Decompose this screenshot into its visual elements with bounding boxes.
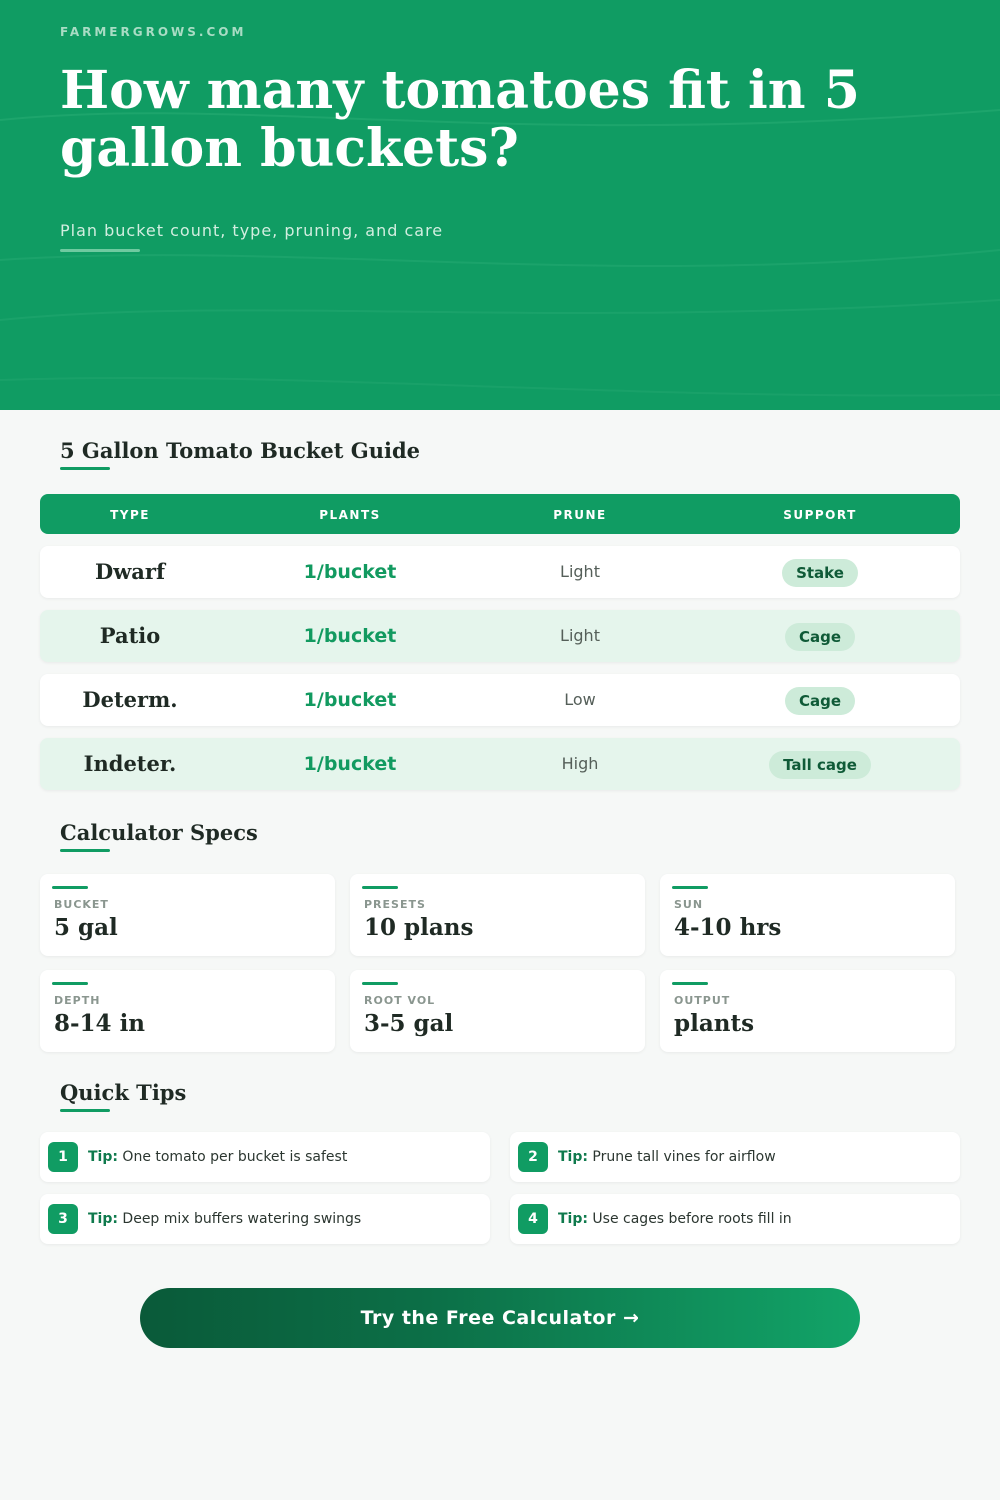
page-title: How many tomatoes fit in 5 gallon buckets?	[60, 60, 860, 179]
support-badge: Cage	[785, 687, 855, 715]
cell-plants: 1/bucket	[303, 753, 397, 775]
spec-label: OUTPUT	[674, 994, 731, 1007]
cell-support	[720, 546, 920, 598]
cell-prune: Low	[564, 690, 596, 709]
tip-text	[558, 1194, 792, 1244]
cell-support	[720, 674, 920, 726]
table-row	[40, 674, 960, 726]
tip-prefix: Tip:	[558, 1211, 588, 1227]
tip-prefix: Tip:	[88, 1149, 118, 1165]
spec-value: 5 gal	[54, 914, 118, 941]
tip-prefix: Tip:	[558, 1149, 588, 1165]
hero-banner	[0, 0, 1000, 410]
spec-card-sun	[660, 874, 955, 956]
guide-title-underline	[60, 467, 110, 470]
table-row	[40, 546, 960, 598]
tip-text	[88, 1132, 347, 1182]
cell-prune: Light	[560, 626, 600, 645]
spec-value: 10 plans	[364, 914, 474, 941]
spec-accent-bar	[672, 982, 708, 985]
spec-card-output	[660, 970, 955, 1052]
tip-number-badge: 2	[518, 1142, 548, 1172]
column-header-plants: PLANTS	[319, 508, 381, 522]
tip-prefix: Tip:	[88, 1211, 118, 1227]
cell-prune: High	[561, 754, 599, 773]
spec-accent-bar	[672, 886, 708, 889]
tip-body: One tomato per bucket is safest	[122, 1149, 348, 1165]
cell-plants: 1/bucket	[303, 625, 397, 647]
support-badge: Tall cage	[769, 751, 871, 779]
spec-accent-bar	[362, 982, 398, 985]
spec-value: 3-5 gal	[364, 1010, 454, 1037]
tip-text	[88, 1194, 361, 1244]
tips-title-underline	[60, 1109, 110, 1112]
page-subtitle: Plan bucket count, type, pruning, and care	[60, 221, 444, 240]
spec-label: PRESETS	[364, 898, 426, 911]
tip-number-badge: 3	[48, 1204, 78, 1234]
tip-text	[558, 1132, 776, 1182]
tip-body: Prune tall vines for airflow	[592, 1149, 776, 1165]
spec-card-depth	[40, 970, 335, 1052]
try-calculator-button[interactable]: Try the Free Calculator →	[140, 1288, 860, 1348]
specs-title-underline	[60, 849, 110, 852]
cell-plants: 1/bucket	[303, 689, 397, 711]
spec-accent-bar	[52, 982, 88, 985]
tip-number-badge: 1	[48, 1142, 78, 1172]
table-row	[40, 738, 960, 790]
cell-plants: 1/bucket	[303, 561, 397, 583]
guide-table-header	[40, 494, 960, 534]
cell-type: Indeter.	[83, 751, 177, 776]
spec-value: plants	[674, 1010, 755, 1037]
specs-section-title: Calculator Specs	[60, 820, 258, 845]
cell-type: Determ.	[82, 687, 178, 712]
spec-card-bucket	[40, 874, 335, 956]
cell-prune: Light	[560, 562, 600, 581]
tips-section-title: Quick Tips	[60, 1080, 187, 1105]
site-name: FARMERGROWS.COM	[60, 25, 247, 39]
table-row	[40, 610, 960, 662]
tip-number-badge: 4	[518, 1204, 548, 1234]
spec-value: 4-10 hrs	[674, 914, 782, 941]
spec-label: DEPTH	[54, 994, 101, 1007]
cell-support	[720, 738, 920, 790]
subtitle-underline	[60, 249, 140, 252]
support-badge: Cage	[785, 623, 855, 651]
tip-card	[510, 1194, 960, 1244]
tip-card	[510, 1132, 960, 1182]
spec-label: ROOT VOL	[364, 994, 436, 1007]
spec-card-presets	[350, 874, 645, 956]
guide-section-title: 5 Gallon Tomato Bucket Guide	[60, 438, 421, 463]
spec-value: 8-14 in	[54, 1010, 146, 1037]
spec-accent-bar	[362, 886, 398, 889]
cell-support	[720, 610, 920, 662]
spec-card-root-vol	[350, 970, 645, 1052]
cell-type: Dwarf	[95, 559, 165, 584]
tip-body: Use cages before roots fill in	[592, 1211, 792, 1227]
spec-label: SUN	[674, 898, 704, 911]
tip-card	[40, 1194, 490, 1244]
spec-label: BUCKET	[54, 898, 109, 911]
column-header-type: TYPE	[110, 508, 150, 522]
support-badge: Stake	[782, 559, 858, 587]
cell-type: Patio	[99, 623, 161, 648]
column-header-support: SUPPORT	[783, 508, 857, 522]
tip-card	[40, 1132, 490, 1182]
spec-accent-bar	[52, 886, 88, 889]
column-header-prune: PRUNE	[553, 508, 607, 522]
tip-body: Deep mix buffers watering swings	[122, 1211, 362, 1227]
